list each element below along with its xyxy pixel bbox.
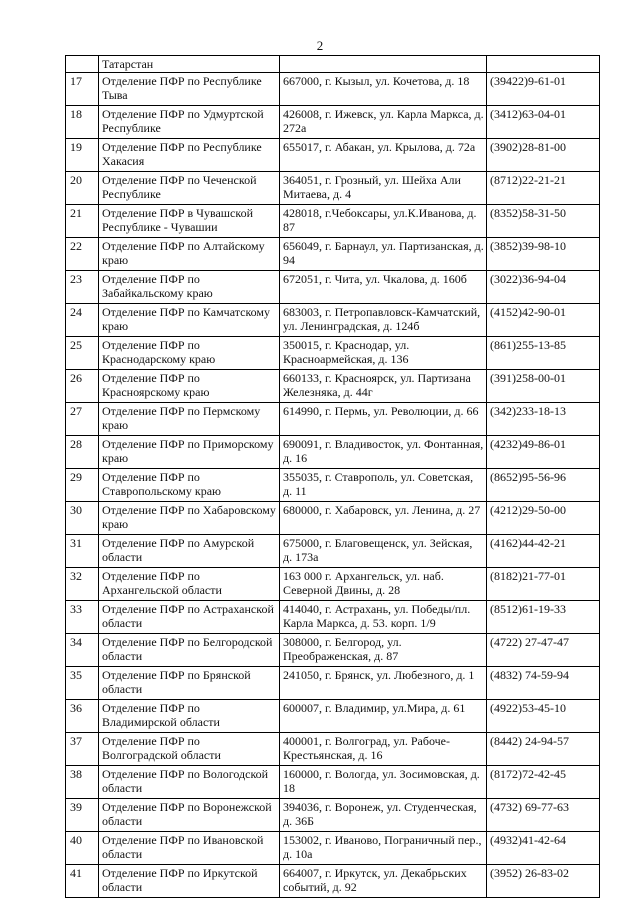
address-cell: 426008, г. Ижевск, ул. Карла Маркса, д. 272а — [280, 106, 487, 139]
row-number-cell: 24 — [66, 304, 99, 337]
phone-cell: (8182)21-77-01 — [487, 568, 600, 601]
phone-cell: (8652)95-56-96 — [487, 469, 600, 502]
office-name-cell: Отделение ПФР по Хабаровскому краю — [99, 502, 280, 535]
address-cell: 364051, г. Грозный, ул. Шейха Али Митаева, д. 4 — [280, 172, 487, 205]
table-row — [66, 733, 600, 766]
table-row — [66, 700, 600, 733]
office-name-cell: Отделение ПФР по Пермскому краю — [99, 403, 280, 436]
address-cell: 241050, г. Брянск, ул. Любезного, д. 1 — [280, 667, 487, 700]
table-row — [66, 172, 600, 205]
address-cell: 680000, г. Хабаровск, ул. Ленина, д. 27 — [280, 502, 487, 535]
office-name-cell: Отделение ПФР по Воронежской области — [99, 799, 280, 832]
row-number-cell: 25 — [66, 337, 99, 370]
row-number-cell: 40 — [66, 832, 99, 865]
address-cell: 672051, г. Чита, ул. Чкалова, д. 160б — [280, 271, 487, 304]
office-name-cell: Отделение ПФР по Амурской области — [99, 535, 280, 568]
phone-cell — [487, 56, 600, 73]
phone-cell: (4162)44-42-21 — [487, 535, 600, 568]
row-number-cell: 17 — [66, 73, 99, 106]
office-name-cell: Отделение ПФР по Вологодской области — [99, 766, 280, 799]
address-cell: 690091, г. Владивосток, ул. Фонтанная, д. 16 — [280, 436, 487, 469]
table-row — [66, 601, 600, 634]
phone-cell: (8712)22-21-21 — [487, 172, 600, 205]
address-cell: 400001, г. Волгоград, ул. Рабоче-Крестьянская, д. 16 — [280, 733, 487, 766]
row-number-cell: 26 — [66, 370, 99, 403]
row-number-cell: 29 — [66, 469, 99, 502]
table-row — [66, 205, 600, 238]
row-number-cell: 23 — [66, 271, 99, 304]
phone-cell: (4722) 27-47-47 — [487, 634, 600, 667]
table-row — [66, 403, 600, 436]
table-row — [66, 73, 600, 106]
office-name-cell: Отделение ПФР по Алтайскому краю — [99, 238, 280, 271]
office-name-cell: Отделение ПФР по Архангельской области — [99, 568, 280, 601]
table-row — [66, 106, 600, 139]
table-row — [66, 634, 600, 667]
pfr-offices-table — [65, 55, 600, 898]
row-number-cell: 41 — [66, 865, 99, 898]
row-number-cell: 18 — [66, 106, 99, 139]
table-row — [66, 337, 600, 370]
address-cell: 308000, г. Белгород, ул. Преображенская, д. 87 — [280, 634, 487, 667]
office-name-cell: Отделение ПФР по Иркутской области — [99, 865, 280, 898]
address-cell: 153002, г. Иваново, Пограничный пер., д. 10а — [280, 832, 487, 865]
row-number-cell: 22 — [66, 238, 99, 271]
address-cell: 683003, г. Петропавловск-Камчатский, ул. Ленинградская, д. 124б — [280, 304, 487, 337]
address-cell: 660133, г. Красноярск, ул. Партизана Железняка, д. 44г — [280, 370, 487, 403]
row-number-cell: 30 — [66, 502, 99, 535]
office-name-cell: Отделение ПФР по Забайкальскому краю — [99, 271, 280, 304]
address-cell: 664007, г. Иркутск, ул. Декабрьских событий, д. 92 — [280, 865, 487, 898]
office-name-cell: Отделение ПФР в Чувашской Республике - Чувашии — [99, 205, 280, 238]
office-name-cell: Отделение ПФР по Ставропольскому краю — [99, 469, 280, 502]
phone-cell: (8172)72-42-45 — [487, 766, 600, 799]
office-name-cell: Отделение ПФР по Республике Хакасия — [99, 139, 280, 172]
office-name-cell: Отделение ПФР по Чеченской Республике — [99, 172, 280, 205]
row-number-cell: 36 — [66, 700, 99, 733]
address-cell — [280, 56, 487, 73]
table-row — [66, 502, 600, 535]
office-name-cell: Отделение ПФР по Краснодарскому краю — [99, 337, 280, 370]
table-row — [66, 832, 600, 865]
phone-cell: (3852)39-98-10 — [487, 238, 600, 271]
row-number-cell: 38 — [66, 766, 99, 799]
table-row — [66, 304, 600, 337]
office-name-cell: Отделение ПФР по Астраханской области — [99, 601, 280, 634]
office-name-cell: Татарстан — [99, 56, 280, 73]
phone-cell: (8442) 24-94-57 — [487, 733, 600, 766]
phone-cell: (3902)28-81-00 — [487, 139, 600, 172]
row-number-cell: 37 — [66, 733, 99, 766]
address-cell: 667000, г. Кызыл, ул. Кочетова, д. 18 — [280, 73, 487, 106]
phone-cell: (8352)58-31-50 — [487, 205, 600, 238]
table-row — [66, 799, 600, 832]
table-row — [66, 568, 600, 601]
phone-cell: (4152)42-90-01 — [487, 304, 600, 337]
row-number-cell: 27 — [66, 403, 99, 436]
address-cell: 350015, г. Краснодар, ул. Красноармейская, д. 136 — [280, 337, 487, 370]
table-row — [66, 238, 600, 271]
table-row — [66, 865, 600, 898]
phone-cell: (39422)9-61-01 — [487, 73, 600, 106]
table-row — [66, 766, 600, 799]
office-name-cell: Отделение ПФР по Волгоградской области — [99, 733, 280, 766]
row-number-cell — [66, 56, 99, 73]
phone-cell: (4932)41-42-64 — [487, 832, 600, 865]
row-number-cell: 32 — [66, 568, 99, 601]
address-cell: 414040, г. Астрахань, ул. Победы/пл. Карла Маркса, д. 53. корп. 1/9 — [280, 601, 487, 634]
phone-cell: (4732) 69-77-63 — [487, 799, 600, 832]
table-row — [66, 667, 600, 700]
address-cell: 163 000 г. Архангельск, ул. наб. Северной Двины, д. 28 — [280, 568, 487, 601]
table-row — [66, 139, 600, 172]
table-row — [66, 370, 600, 403]
table-row — [66, 56, 600, 73]
table-row — [66, 469, 600, 502]
phone-cell: (391)258-00-01 — [487, 370, 600, 403]
phone-cell: (3022)36-94-04 — [487, 271, 600, 304]
address-cell: 655017, г. Абакан, ул. Крылова, д. 72а — [280, 139, 487, 172]
row-number-cell: 19 — [66, 139, 99, 172]
row-number-cell: 28 — [66, 436, 99, 469]
office-name-cell: Отделение ПФР по Камчатскому краю — [99, 304, 280, 337]
phone-cell: (861)255-13-85 — [487, 337, 600, 370]
row-number-cell: 39 — [66, 799, 99, 832]
row-number-cell: 35 — [66, 667, 99, 700]
phone-cell: (4922)53-45-10 — [487, 700, 600, 733]
office-name-cell: Отделение ПФР по Республике Тыва — [99, 73, 280, 106]
office-name-cell: Отделение ПФР по Брянской области — [99, 667, 280, 700]
office-name-cell: Отделение ПФР по Удмуртской Республике — [99, 106, 280, 139]
phone-cell: (4232)49-86-01 — [487, 436, 600, 469]
row-number-cell: 31 — [66, 535, 99, 568]
address-cell: 600007, г. Владимир, ул.Мира, д. 61 — [280, 700, 487, 733]
address-cell: 675000, г. Благовещенск, ул. Зейская, д. 173а — [280, 535, 487, 568]
row-number-cell: 33 — [66, 601, 99, 634]
row-number-cell: 21 — [66, 205, 99, 238]
address-cell: 160000, г. Вологда, ул. Зосимовская, д. 18 — [280, 766, 487, 799]
page-number: 2 — [316, 38, 324, 53]
phone-cell: (342)233-18-13 — [487, 403, 600, 436]
row-number-cell: 20 — [66, 172, 99, 205]
address-cell: 656049, г. Барнаул, ул. Партизанская, д. 94 — [280, 238, 487, 271]
address-cell: 614990, г. Пермь, ул. Революции, д. 66 — [280, 403, 487, 436]
table-row — [66, 271, 600, 304]
phone-cell: (4212)29-50-00 — [487, 502, 600, 535]
phone-cell: (3412)63-04-01 — [487, 106, 600, 139]
phone-cell: (8512)61-19-33 — [487, 601, 600, 634]
table-row — [66, 535, 600, 568]
office-name-cell: Отделение ПФР по Приморскому краю — [99, 436, 280, 469]
office-name-cell: Отделение ПФР по Красноярскому краю — [99, 370, 280, 403]
row-number-cell: 34 — [66, 634, 99, 667]
address-cell: 428018, г.Чебоксары, ул.К.Иванова, д. 87 — [280, 205, 487, 238]
address-cell: 355035, г. Ставрополь, ул. Советская, д. 11 — [280, 469, 487, 502]
office-name-cell: Отделение ПФР по Ивановской области — [99, 832, 280, 865]
address-cell: 394036, г. Воронеж, ул. Студенческая, д. 36Б — [280, 799, 487, 832]
office-name-cell: Отделение ПФР по Владимирской области — [99, 700, 280, 733]
phone-cell: (3952) 26-83-02 — [487, 865, 600, 898]
table-row — [66, 436, 600, 469]
office-name-cell: Отделение ПФР по Белгородской области — [99, 634, 280, 667]
phone-cell: (4832) 74-59-94 — [487, 667, 600, 700]
